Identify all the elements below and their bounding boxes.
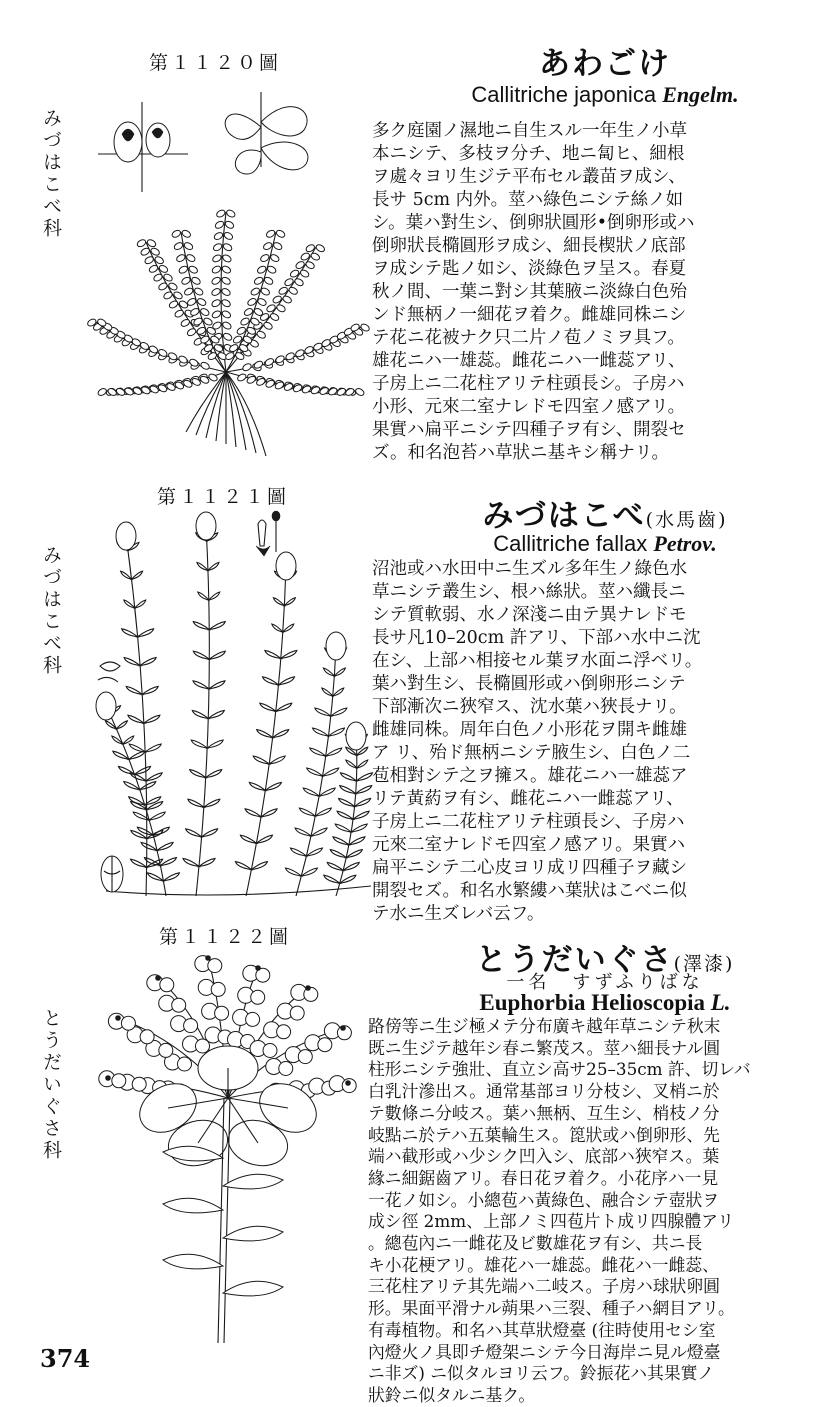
figure-label-1122: 第１１２２圖: [158, 926, 291, 948]
species-name-kanji: (水馬齒): [645, 509, 728, 531]
latin-author: L.: [710, 990, 731, 1015]
latin-binomial: Callitriche fallax: [493, 531, 648, 556]
description-line: 長サ凡10–20cm 許アリ、下部ハ水中ニ沈: [372, 628, 701, 648]
callitriche-japonica-illustration: [76, 72, 376, 462]
species-name-jp: あわごけ: [539, 46, 671, 82]
species-name-kanji: (澤漆): [673, 953, 735, 975]
description-1120: [372, 120, 830, 465]
latin-name-callitriche-fallax: [380, 531, 830, 557]
flower-detail-1120: [98, 102, 188, 192]
description-line: シテ質軟弱、水ノ深淺ニ由テ異ナレドモ: [372, 605, 687, 625]
latin-name-callitriche-japonica: [380, 82, 830, 108]
latin-name-euphorbia-helioscopia: [380, 990, 830, 1016]
latin-binomial: Euphorbia Helioscopia: [479, 990, 705, 1015]
description-line: 形。果面平滑ナル蒴果ハ三裂、種子ハ網目アリ。: [368, 1298, 735, 1319]
description-line: 元來二室ナレドモ四室ノ感アリ。果實ハ: [372, 835, 686, 855]
description-line: テ水ニ生ズレバ云フ。: [372, 904, 545, 924]
stems-1121: [96, 512, 372, 896]
description-line: ンド無柄ノ一細花ヲ着ク。雌雄同株ニシ: [372, 305, 687, 325]
description-1122: [368, 1016, 830, 1407]
description-line: 一花ノ如シ。小總苞ハ黃綠色、融合シテ壺狀ヲ: [368, 1189, 720, 1210]
fruit-detail-1121: [101, 856, 123, 892]
plant-mass-1120: [86, 209, 370, 456]
species-name-jp: とうだいぐさ: [475, 942, 674, 978]
description-line: テ花ニ花被ナク只二片ノ苞ノミヲ具フ。: [372, 328, 685, 348]
description-line: キ小花梗アリ。雄花ハ一雄蕊。雌花ハ一雌蕊、: [368, 1254, 719, 1275]
description-line: 多ク庭園ノ濕地ニ自生スル一年生ノ小草: [372, 121, 687, 141]
species-title-awagoke: [380, 38, 830, 83]
description-line: リテ黃葯ヲ有シ、雌花ニハ一雌蕊アリ、: [372, 789, 684, 809]
description-line: ズ。和名泡苔ハ草狀ニ基キシ稱ナリ。: [372, 443, 669, 463]
family-label-1120: みづはこべ科: [40, 108, 62, 240]
description-line: 內燈火ノ具即チ燈架ニシテ今日海岸ニ見ル燈臺: [368, 1341, 721, 1362]
description-line: 白乳汁滲出ス。通常基部ヨリ分枝シ、叉梢ニ於: [368, 1081, 720, 1102]
description-line: 果實ハ扁平ニシテ四種子ヲ有シ、開裂セ: [372, 420, 686, 440]
description-line: 路傍等ニ生ジ極メテ分布廣キ越年草ニシテ秋末: [368, 1016, 721, 1036]
description-line: 有毒植物。和名ハ其草狀燈臺 (往時使用セシ室: [368, 1319, 716, 1340]
figure-label-1120: 第１１２０圖: [148, 52, 281, 74]
description-line: 柱形ニシテ強壯、直立シ高サ25–35cm 許、切レバ: [368, 1059, 751, 1080]
latin-binomial: Callitriche japonica: [471, 82, 657, 107]
description-line: 子房上ニ二花柱アリテ柱頭長シ。子房ハ: [372, 374, 685, 394]
description-line: 開裂セズ。和名水繁縷ハ葉狀はこべニ似: [372, 881, 687, 901]
description-line: 既ニ生ジテ越年シ春ニ繁茂ス。莖ハ細長ナル圓: [368, 1037, 721, 1058]
description-line: 倒卵狀長橢圓形ヲ成シ、細長楔狀ノ底部: [372, 236, 686, 256]
stamen-detail-1121: [256, 511, 280, 556]
inflorescence-1122: [99, 956, 356, 1173]
description-line: 本ニシテ、多枝ヲ分チ、地ニ匐ヒ、細根: [372, 144, 685, 164]
description-line: 端ハ截形或ハ少シク凹入シ、底部ハ狹窄ス。葉: [368, 1146, 720, 1167]
description-line: 三花柱アリテ其先端ハ二岐ス。子房ハ球狀卵圓: [368, 1276, 720, 1297]
description-line: 葉ハ對生シ、長橢圓形或ハ倒卵形ニシテ: [372, 674, 686, 694]
description-line: 下部漸次ニ狹窄ス、沈水葉ハ狹長ナリ。: [372, 697, 687, 717]
description-line: 成シ徑 2mm、上部ノミ四苞片ト成リ四腺體アリ: [368, 1211, 735, 1232]
description-line: 狀鈴ニ似タルニ基ク。: [368, 1384, 536, 1405]
description-line: 沼池或ハ水田中ニ生ズル多年生ノ綠色水: [372, 559, 687, 579]
family-label-1121: みづはこべ科: [40, 545, 62, 677]
description-line: 緣ニ細鋸齒アリ。春日花ヲ着ク。小花序ハ一見: [368, 1167, 719, 1188]
description-line: ニ非ズ) ニ似タルヨリ云フ。鈴振花ハ其果實ノ: [368, 1363, 715, 1384]
description-line: 在シ、上部ハ相接セル葉ヲ水面ニ浮ベリ。: [372, 651, 703, 671]
euphorbia-helioscopia-illustration: [100, 948, 360, 1348]
plant-drawing-1122: [100, 948, 360, 1348]
description-line: 子房上ニ二花柱アリテ柱頭長シ、子房ハ: [372, 812, 685, 832]
plant-drawing-1121: [86, 506, 376, 906]
description-line: シ。葉ハ對生シ、倒卵狀圓形•倒卵形或ハ: [372, 213, 695, 233]
flower-detail-1121: [98, 662, 120, 682]
description-line: 草ニシテ叢生シ、根ハ絲狀。莖ハ纖長ニ: [372, 582, 686, 602]
description-line: 苞相對シテ之ヲ擁ス。雄花ニハ一雄蕊ア: [372, 766, 688, 786]
description-line: 扁平ニシテ二心皮ヨリ成リ四種子ヲ藏シ: [372, 858, 687, 878]
description-line: 小形、元來二室ナレドモ四室ノ感アリ。: [372, 397, 686, 417]
description-1121: [372, 558, 830, 926]
description-line: テ數條ニ分岐ス。葉ハ無柄、互生シ、梢枝ノ分: [368, 1102, 720, 1123]
page-number: 374: [40, 1344, 91, 1373]
description-line: 秋ノ間、一葉ニ對シ其葉腋ニ淡綠白色殆: [372, 282, 687, 302]
description-line: 長サ 5cm 内外。莖ハ綠色ニシテ絲ノ如: [372, 190, 684, 210]
description-line: 雄花ニハ一雄蕊。雌花ニハ一雌蕊アリ、: [372, 351, 686, 371]
description-line: 岐點ニ於テハ五葉輪生ス。箆狀或ハ倒卵形、先: [368, 1124, 720, 1145]
description-line: ヲ成シテ匙ノ如シ、淡綠色ヲ呈ス。春夏: [372, 259, 687, 279]
species-name-jp: みづはこべ: [482, 498, 646, 534]
stem-leaves-1122: [163, 1146, 283, 1296]
callitriche-fallax-illustration: [86, 506, 376, 906]
figure-label-1121: 第１１２１圖: [156, 486, 289, 508]
latin-author: Engelm.: [662, 82, 739, 107]
leaf-detail-1120: [225, 92, 308, 174]
description-line: 雌雄同株。周年白色ノ小形花ヲ開キ雌雄: [372, 720, 687, 740]
description-line: ア リ、殆ド無柄ニシテ腋生シ、白色ノ二: [372, 743, 691, 763]
alias-name: 一名 すずふりばな: [506, 972, 704, 993]
description-line: ヲ處々ヨリ生ジテ平布セル叢苗ヲ成シ、: [372, 167, 686, 187]
family-label-1122: とうだいぐさ科: [40, 1008, 62, 1162]
description-line: 。總苞內ニ一雌花及ビ數雄花ヲ有シ、共ニ長: [368, 1233, 703, 1254]
latin-author: Petrov.: [653, 531, 717, 556]
plant-drawing-1120: [76, 72, 376, 462]
species-title-mizuhakobe: [380, 490, 830, 535]
